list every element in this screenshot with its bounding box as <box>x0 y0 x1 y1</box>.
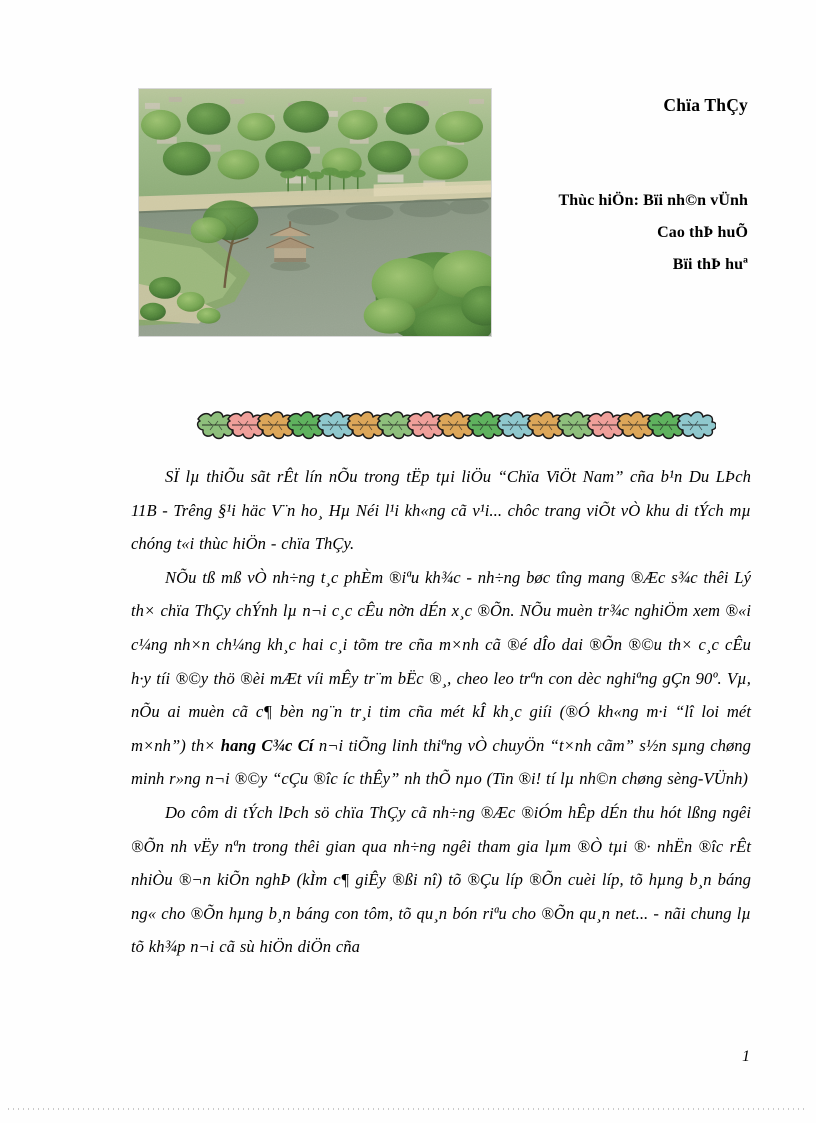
title-column <box>470 95 762 116</box>
author-line-3: Bïi thÞ huª <box>672 256 748 273</box>
page-number: 1 <box>742 1048 750 1065</box>
text-run: SÏ lµ thiÕu sãt rÊt lín nÕu trong tËp tµi liÖu “Chïa ViÖt Nam” cña b¹n Du LÞch 11B - Trêng §¹i häc V¨n ho¸ Hµ Néi l¹i kh«ng cã v¹i... chôc trang viÕt vÒ khu di tÝch mµ chóng t«i thùc hiÖn - chïa ThÇy. <box>131 467 751 554</box>
author-line-2: Cao thÞ huÕ <box>657 224 748 241</box>
text-run: NÕu tß mß vÒ nh÷ng t¸c phÈm ®iªu kh¾c - nh÷ng bøc tîng mang ®Æc s¾c thêi Lý th× chïa ThÇy chÝnh lµ n¬i c¸c cÊu nờn dÉn x¸c ®Õn. NÕu muèn tr¾c nghiÖm xem ®«i c¼ng nh×n ch¼ng kh¸c hai c¸i tõm tre cña m×nh cã ®é dÎo dai ®Õn ®©u th× c¸c cÊu h·y tíi ®©y thö ®èi mÆt víi mÊy tr¨m bËc ®¸, cheo leo trªn con dèc nghiªng gÇn 90º. Vµ, nÕu ai muèn cã c¶ bèn ng¨n tr¸i tim cña mét kÎ kh¸c giíi (®Ó kh«ng m·i “lî loi mét m×nh”) th× <box>131 567 751 755</box>
leaf-border-svg <box>196 408 716 440</box>
footer-divider <box>8 1108 808 1110</box>
page-title: Chïa ThÇy <box>663 95 748 115</box>
authors-block <box>430 185 762 281</box>
text-run: n¬i tiÕng linh thiªng vÒ chuyÖn “t×nh cãm” s½n sµng chøng minh r»ng n¬i ®©y “cÇu ®îc íc thÊy” nh thÕ nµo (Tin ®i! tí lµ nh©n chøng sèng-VÜnh) <box>131 735 751 789</box>
paragraph-1 <box>131 460 751 561</box>
author-line-1: Thùc hiÖn: Bïi nh©n vÜnh <box>558 192 748 209</box>
body-text <box>131 460 751 964</box>
paragraph-2 <box>131 561 751 796</box>
emphasis-run: hang C¾c Cí <box>220 735 314 755</box>
header-block <box>0 0 816 360</box>
text-run: Do côm di tÝch lÞch sö chïa ThÇy cã nh÷ng ®Æc ®iÓm hÊp dÉn thu hót lßng ngêi ®Õn nh vËy nªn trong thêi gian qua nh÷ng ngêi tham gia lµm ®Ò tµi ®· nhËn ®îc rÊt nhiÒu ®¬n kiÕn nghÞ (kÌm c¶ giÊy ®ßi nî) tõ ®Çu líp ®Õn cuèi líp, tõ hµng b¸n báng ng« cho ®Õn hµng b¸n báng con tôm, tõ qu¸n bón riªu cho ®Õn qu¸n net... - nãi chung lµ tõ kh¾p n¬i cã sù hiÖn diÖn cña <box>131 802 751 957</box>
paragraph-3 <box>131 796 751 964</box>
leaf-border-divider <box>196 408 716 440</box>
